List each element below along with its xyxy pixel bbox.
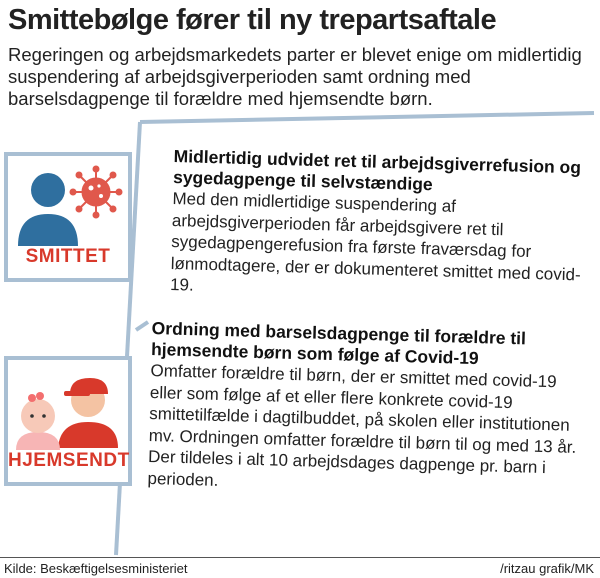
section-heading: Ordning med barselsdagpenge til forældre til hjemsendte børn som følge af Covid-19 <box>150 318 527 369</box>
source-text: Kilde: Beskæftigelsesministeriet <box>4 561 188 576</box>
section-hjemsendt <box>147 318 582 501</box>
section-body: Omfatter forældre til børn, der er smittet med covid-19 eller som følge af et eller flere konkrete covid-19 smittetilfælde i dagtilbuddet, på skolen eller institutionen mv. Ordningen omfatter forældre til børn til og med 13 år. Der tildeles i alt 10 arbejdsdages dagpenge pr. barn i perioden. <box>147 360 577 490</box>
page-title: Smittebølge fører til ny trepartsaftale <box>8 4 497 36</box>
smittet-label: SMITTET <box>25 246 111 267</box>
hjemsendt-icon-box <box>4 356 132 486</box>
intro-text: Regeringen og arbejdsmarkedets parter er blevet enige om midlertidig suspendering af arbejdsgiverperioden samt ordning med barselsdagpenge til forældre med hjemsendte børn. <box>8 44 582 109</box>
hjemsendt-label: HJEMSENDT <box>8 450 130 471</box>
smittet-icon-box <box>4 152 132 282</box>
credit-text: /ritzau grafik/MK <box>500 561 594 576</box>
section-smittet <box>170 146 586 307</box>
section-body: Med den midlertidige suspendering af arbejdsgiverperioden får arbejdsgivere ret til sygedagpengerefusion fra første fraværsdag for lønmodtagere, der er dokumenteret smittet med covid-19. <box>169 188 581 295</box>
section-heading: Midlertidig udvidet ret til arbejdsgiverrefusion og sygedagpenge til selvstændige <box>172 146 582 195</box>
footer <box>0 557 600 578</box>
